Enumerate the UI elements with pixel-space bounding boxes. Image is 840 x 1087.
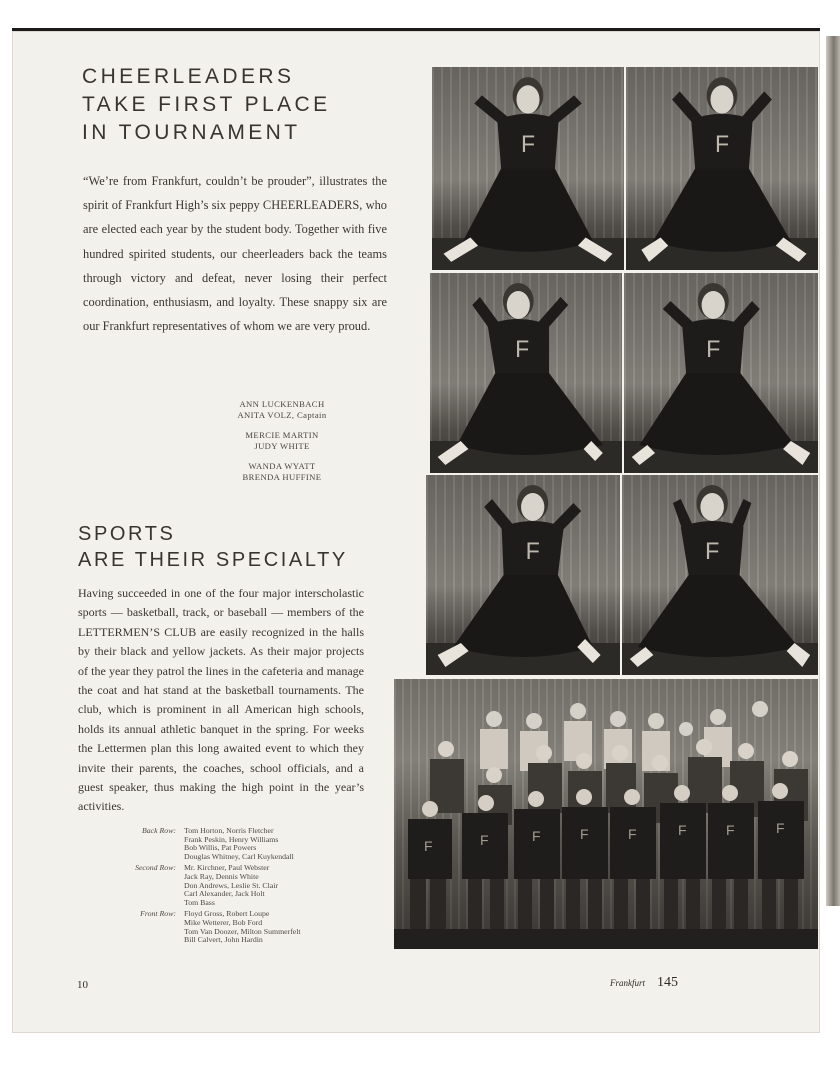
cheerleader-photo-1 <box>432 67 624 270</box>
right-page-number: 145 <box>657 975 678 990</box>
headline-line: IN TOURNAMENT <box>82 121 301 144</box>
row-names-line: Carl Alexander, Jack Holt <box>184 889 265 899</box>
headline-line: CHEERLEADERS <box>82 65 295 88</box>
row-names-line: Bill Calvert, John Hardin <box>184 935 263 945</box>
svg-text:F: F <box>628 826 637 842</box>
row-names-line: Mike Wetterer, Bob Ford <box>184 917 263 927</box>
left-page-number: 10 <box>77 979 88 991</box>
cheerleaders-headline <box>82 63 331 147</box>
row-names-line: Frank Peskin, Henry Williams <box>184 834 279 844</box>
svg-text:F: F <box>525 538 540 566</box>
svg-text:F: F <box>424 838 433 854</box>
book-spine-edge <box>826 36 840 906</box>
row-names-line: Tom Horton, Norris Fletcher <box>184 826 274 835</box>
row-label: Second Row: <box>135 863 176 873</box>
lettermen-group-photo <box>394 679 818 949</box>
roster-pair <box>202 399 362 421</box>
caption-row-second <box>112 864 372 907</box>
cheerleader-photo-6 <box>622 475 818 675</box>
sports-headline <box>78 521 348 573</box>
right-folio <box>610 975 678 991</box>
caption-row-front <box>112 910 372 944</box>
roster-pair <box>202 461 362 483</box>
svg-text:F: F <box>706 336 721 364</box>
roster-name: ANITA VOLZ, Captain <box>237 410 327 420</box>
svg-text:F: F <box>678 822 687 838</box>
svg-text:F: F <box>714 131 730 159</box>
group-figures <box>394 679 818 949</box>
row-names-line: Tom Van Doozer, Milton Summerfelt <box>184 926 301 936</box>
svg-text:F: F <box>580 826 589 842</box>
svg-text:F: F <box>520 131 536 159</box>
roster-name: MERCIE MARTIN <box>245 430 319 440</box>
roster-name: WANDA WYATT <box>248 461 316 471</box>
svg-text:F: F <box>532 828 541 844</box>
headline-line: TAKE FIRST PLACE <box>82 93 331 116</box>
cheerleader-photo-2 <box>626 67 818 270</box>
svg-text:F: F <box>515 335 530 363</box>
cheerleader-figure <box>624 273 818 473</box>
roster-name: BRENDA HUFFINE <box>242 472 322 482</box>
row-names-line: Floyd Gross, Robert Loupe <box>184 909 270 919</box>
roster-pair <box>202 430 362 452</box>
svg-text:F: F <box>776 820 785 836</box>
row-names-line: Bob Willis, Pat Powers <box>184 843 257 853</box>
row-names-line: Tom Bass <box>184 897 215 907</box>
svg-text:F: F <box>480 832 489 848</box>
group-photo-caption <box>112 827 372 948</box>
cheerleader-figure <box>430 273 622 473</box>
row-names-line: Mr. Kirchner, Paul Webster <box>184 863 270 873</box>
svg-text:F: F <box>704 537 720 566</box>
cheerleader-figure <box>622 475 818 675</box>
headline-line: SPORTS <box>78 523 176 545</box>
row-names-line: Douglas Whitney, Carl Kuykendall <box>184 851 294 861</box>
row-names-line: Jack Ray, Dennis White <box>184 871 259 881</box>
cheerleader-figure <box>432 67 624 270</box>
row-label: Back Row: <box>142 826 176 835</box>
row-label: Front Row: <box>140 909 176 919</box>
cheerleader-figure <box>626 67 818 270</box>
cheerleader-photo-4 <box>624 273 818 473</box>
cheerleader-figure <box>426 475 620 675</box>
roster-name: JUDY WHITE <box>254 441 310 451</box>
svg-text:F: F <box>726 822 735 838</box>
cheerleaders-paragraph: “We’re from Frankfurt, couldn’t be prouder”, illustrates the spirit of Frankfurt High’s six peppy CHEERLEADERS, who are elected each year by the student body. Together with five hundred spirited students, our cheerleaders back the teams through victory and defeat, never losing their perfect coordination, enthusiasm, and loyalty. These snappy six are our Frankfurt representatives of whom we are very proud. <box>83 174 387 334</box>
cheerleader-photo-5 <box>426 475 620 675</box>
lettermen-paragraph: Having succeeded in one of the four major interscholastic sports — basketball, track, or baseball — members of the LETTERMEN’S CLUB are easily recognized in the halls by their black and yellow jackets. As their major projects of the year they patrol the lines in the cafeteria and manage the coat and hat stand at the basketball tournaments. The club, which is prominent in all American high schools, holds its annual athletic banquet in the spring. For weeks the Lettermen plan this long awaited event to which they invite their parents, the coaches, school officials, and a guest speaker, thus making the high point in the year’s activities. <box>78 586 364 814</box>
yearbook-page <box>12 28 820 1033</box>
publication-name: Frankfurt <box>610 978 645 988</box>
cheerleader-photo-3 <box>430 273 622 473</box>
row-names-line: Don Andrews, Leslie St. Clair <box>184 880 278 890</box>
cheerleader-roster <box>202 399 362 492</box>
headline-line: ARE THEIR SPECIALTY <box>78 549 348 571</box>
roster-name: ANN LUCKENBACH <box>239 399 325 409</box>
caption-row-back <box>112 827 372 861</box>
